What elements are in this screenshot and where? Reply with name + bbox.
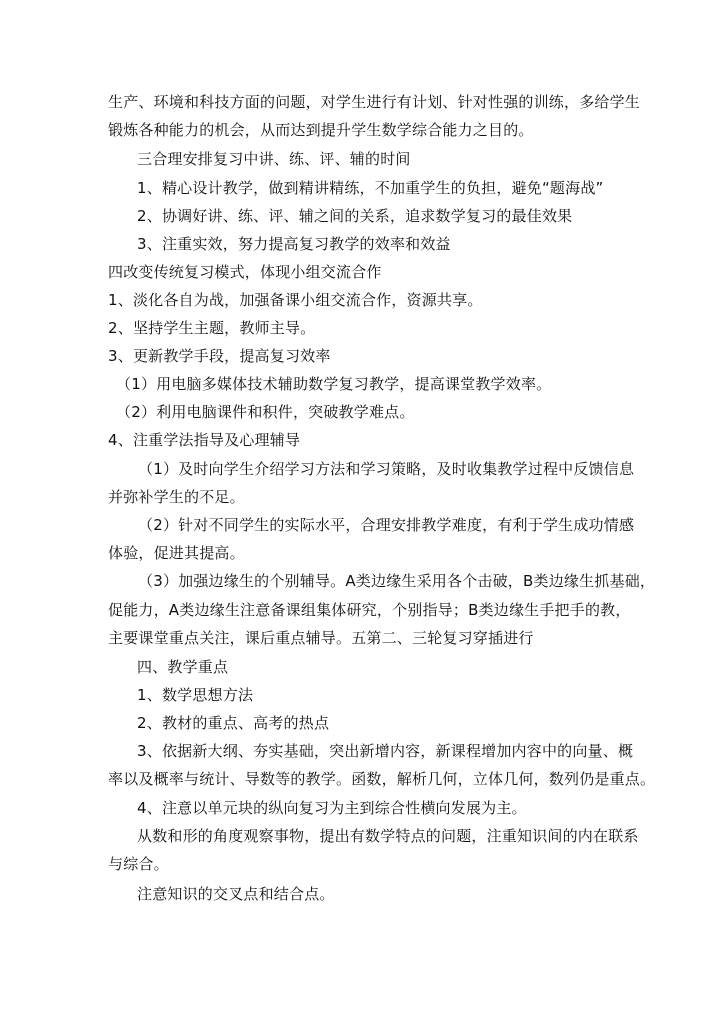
section-heading: 三合理安排复习中讲、练、评、辅的时间 [137, 150, 411, 168]
list-item: 4、注意以单元块的纵向复习为主到综合性横向发展为主。 [137, 799, 527, 817]
paragraph-line: 与综合。 [108, 855, 169, 873]
paragraph-line: 并弥补学生的不足。 [108, 488, 245, 506]
paragraph-line: 促能力，A类边缘生注意备课组集体研究，个别指导；B类边缘生手把手的教， [108, 601, 631, 619]
paragraph-line: 体验，促进其提高。 [108, 544, 245, 562]
paragraph-line: （2）针对不同学生的实际水平，合理安排教学难度，有利于学生成功情感 [138, 516, 635, 534]
list-item: 1、淡化各自为战，加强备课小组交流合作，资源共享。 [108, 291, 483, 309]
list-item: 2、教材的重点、高考的热点 [137, 714, 330, 732]
list-item: 3、注重实效，努力提高复习教学的效率和效益 [137, 235, 451, 253]
list-item: 2、坚持学生主题，教师主导。 [108, 319, 316, 337]
paragraph-line: 主要课堂重点关注，课后重点辅导。五第二、三轮复习穿插进行 [108, 629, 534, 647]
paragraph-line: 率以及概率与统计、导数等的教学。函数，解析几何，立体几何，数列仍是重点。 [108, 770, 656, 788]
paragraph-line: 3、依据新大纲、夯实基础，突出新增内容，新课程增加内容中的向量、概 [137, 742, 634, 760]
paragraph-line: 注意知识的交叉点和结合点。 [137, 885, 335, 903]
paragraph-line: 生产、环境和科技方面的问题，对学生进行有计划、针对性强的训练，多给学生 [108, 93, 641, 111]
section-heading: 四改变传统复习模式，体现小组交流合作 [108, 263, 382, 281]
paragraph-line: （3）加强边缘生的个别辅导。A类边缘生采用各个击破，B类边缘生抓基础， [138, 572, 656, 590]
list-item: 3、更新教学手段，提高复习效率 [108, 347, 331, 365]
list-item: （1）用电脑多媒体技术辅助数学复习教学，提高课堂教学效率。 [116, 375, 552, 393]
list-item: （2）利用电脑课件和积件，突破教学难点。 [116, 403, 415, 421]
paragraph-line: 从数和形的角度观察事物，提出有数学特点的问题，注重知识间的内在联系 [137, 827, 639, 845]
list-item: 4、注重学法指导及心理辅导 [108, 431, 301, 449]
list-item: 2、协调好讲、练、评、辅之间的关系，追求数学复习的最佳效果 [137, 207, 573, 225]
paragraph-line: 锻炼各种能力的机会，从而达到提升学生数学综合能力之目的。 [108, 121, 534, 139]
list-item: 1、精心设计教学，做到精讲精练，不加重学生的负担，避免“题海战” [137, 179, 604, 197]
list-item: 1、数学思想方法 [137, 686, 254, 704]
section-heading: 四、教学重点 [137, 658, 229, 676]
paragraph-line: （1）及时向学生介绍学习方法和学习策略，及时收集教学过程中反馈信息 [138, 460, 635, 478]
